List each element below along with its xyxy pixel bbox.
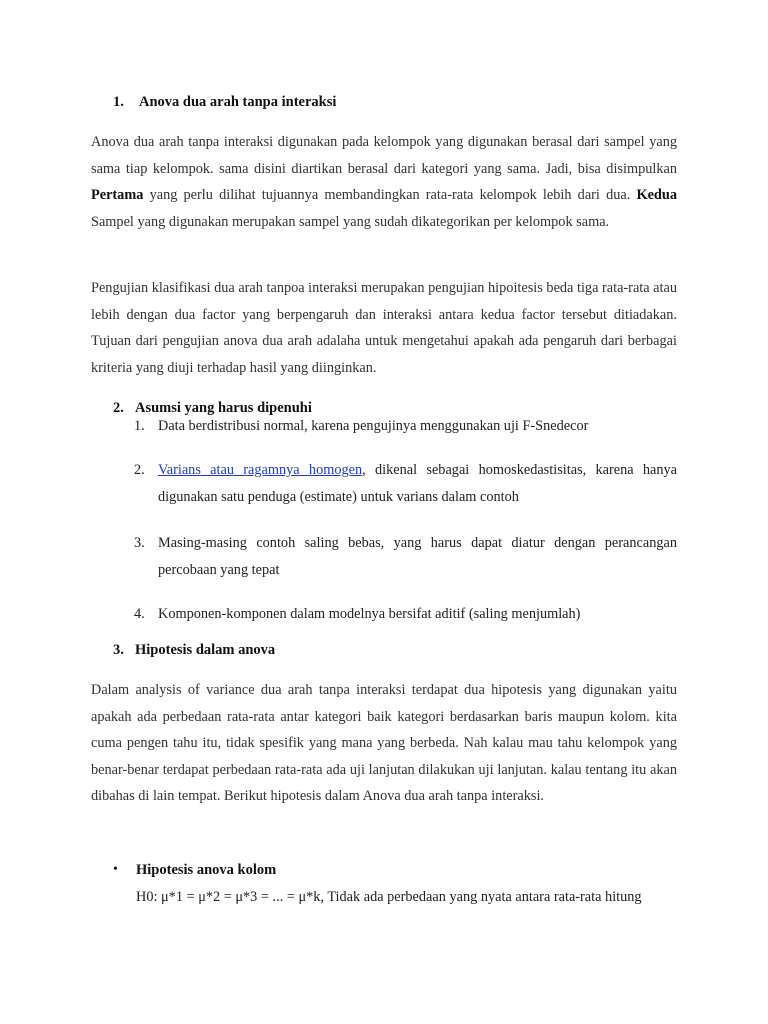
list-item: [134, 530, 677, 584]
list-item-text: Komponen-komponen dalam modelnya bersifat aditif (saling menjumlah): [158, 606, 581, 622]
section-3-title: Hipotesis dalam anova: [135, 642, 276, 658]
section-3-number: 3.: [113, 642, 124, 658]
section-1-p1-bold-2: Kedua: [636, 187, 677, 203]
section-1-p1-text-3: Sampel yang digunakan merupakan sampel yang sudah dikategorikan per kelompok sama.: [91, 213, 610, 230]
list-item: [134, 457, 677, 511]
list-item-number: 3.: [134, 535, 145, 551]
section-1-title: Anova dua arah tanpa interaksi: [139, 94, 337, 110]
list-item-number: 4.: [134, 606, 145, 622]
list-item-text-wrapper: [158, 457, 677, 511]
varians-homogen-link[interactable]: Varians atau ragamnya homogen: [158, 462, 363, 478]
section-2-number: 2.: [113, 400, 124, 416]
list-item-text: Masing-masing contoh saling bebas, yang harus dapat diatur dengan perancangan percobaan yang tepat: [158, 535, 677, 578]
section-1-heading: [113, 94, 336, 111]
section-1-number: 1.: [113, 94, 124, 110]
list-item: [134, 413, 677, 440]
section-3-paragraph-1: Dalam analysis of variance dua arah tanpa interaksi terdapat dua hipotesis yang digunakan yaitu apakah ada perbedaan rata-rata antar kategori baik kategori berdasarkan baris maupun kolom. kita cuma pengen tahu itu, tidak spesifik yang mana yang berbeda. Nah kalau mau tahu kelompok yang benar-benar terdapat perbedaan rata-rata ada uji lanjutan dilakukan uji lanjutan. kalau tentang itu akan dibahas di lain tempat. Berikut hipotesis dalam Anova dua arah tanpa interaksi.: [91, 682, 677, 804]
list-item: [134, 601, 677, 628]
list-item-text: Data berdistribusi normal, karena pengujinya menggunakan uji F-Snedecor: [158, 418, 589, 434]
list-item-text: , dikenal sebagai homoskedastisitas, karena hanya digunakan satu penduga (estimate) untuk varians dalam contoh: [158, 462, 678, 505]
section-1-p1-text-1: Anova dua arah tanpa interaksi digunakan pada kelompok yang digunakan berasal dari sampel yang sama tiap kelompok. sama disini diartikan berasal dari kategori yang sama. Jadi, bisa disimpulkan: [91, 134, 677, 177]
section-3-heading: [113, 642, 275, 659]
list-item-number: 1.: [134, 418, 145, 434]
list-item-number: 2.: [134, 462, 145, 478]
section-1-paragraph-2: Pengujian klasifikasi dua arah tanpoa interaksi merupakan pengujian hipoitesis beda tiga rata-rata atau lebih dengan dua factor yang berpengaruh dan interaksi antara kedua factor tersebut ditiadakan. Tujuan dari pengujian anova dua arah adalaha untuk mengetahui apakah ada pengaruh dari berbagai kriteria yang diuji terhadap hasil yang diinginkan.: [91, 280, 677, 376]
section-1-p1-bold-1: Pertama: [91, 187, 144, 203]
hipotesis-kolom-title: Hipotesis anova kolom: [136, 862, 277, 878]
section-1-paragraph-1: [91, 129, 677, 235]
section-1-p1-text-2: yang perlu dilihat tujuannya membandingkan rata-rata kelompok lebih dari dua.: [143, 187, 637, 203]
bullet-icon: •: [113, 862, 118, 877]
section-2-title: Asumsi yang harus dipenuhi: [135, 400, 312, 416]
h0-formula: H0: μ*1 = μ*2 = μ*3 = ... = μ*k, Tidak ada perbedaan yang nyata antara rata-rata hitung: [136, 889, 642, 905]
